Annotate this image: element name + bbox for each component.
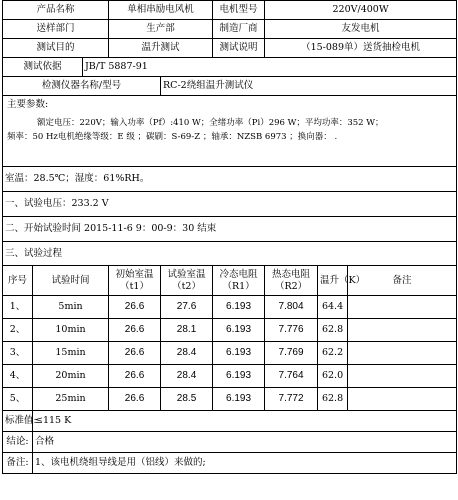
table-row xyxy=(3,296,457,319)
conclusion-label: 结论: xyxy=(3,432,33,453)
params-row xyxy=(3,96,457,167)
cell-r2: 7.772 xyxy=(265,388,318,411)
cell-index: 1、 xyxy=(3,296,33,319)
section-voltage-row xyxy=(3,192,457,217)
product-name-label: 产品名称 xyxy=(3,1,109,20)
conclusion-value: 合格 xyxy=(33,432,457,453)
remark-row xyxy=(3,453,457,474)
cell-t1: 26.6 xyxy=(109,342,161,365)
ambient-text: 室温：28.5℃；湿度：61%RH。 xyxy=(3,167,457,192)
cell-r2: 7.764 xyxy=(265,365,318,388)
instrument-value: RC-2绕组温升测试仪 xyxy=(161,77,457,96)
table-row xyxy=(3,342,457,365)
cell-time: 5min xyxy=(33,296,109,319)
col-header-t2: 试验室温 （t2） xyxy=(161,266,213,296)
test-desc-label: 测试说明 xyxy=(213,39,265,58)
test-desc-value: （15-089单）送货抽检电机 xyxy=(265,39,457,58)
cell-t1: 26.6 xyxy=(109,319,161,342)
test-basis-value: JB/T 5887-91 xyxy=(83,58,457,77)
test-process-title: 三、试验过程 xyxy=(3,242,457,266)
cell-index: 2、 xyxy=(3,319,33,342)
cell-t2: 28.5 xyxy=(161,388,213,411)
col-header-r1: 冷态电阻 （R1） xyxy=(213,266,265,296)
col-header-remark: 备注 xyxy=(348,266,457,296)
cell-t1: 26.6 xyxy=(109,365,161,388)
table-row xyxy=(3,365,457,388)
cell-r2: 7.804 xyxy=(265,296,318,319)
cell-temp-rise: 62.0 xyxy=(318,365,348,388)
cell-r1: 6.193 xyxy=(213,388,265,411)
ambient-row xyxy=(3,167,457,192)
section-process-row xyxy=(3,242,457,266)
header-row-instrument xyxy=(3,77,457,96)
col-header-r2: 热态电阻 （R2） xyxy=(265,266,318,296)
col-header-time: 试验时间 xyxy=(33,266,109,296)
sending-dept-label: 送样部门 xyxy=(3,20,109,39)
instrument-label: 检测仪器名称/型号 xyxy=(3,77,161,96)
cell-remark xyxy=(348,296,457,319)
cell-temp-rise: 62.8 xyxy=(318,388,348,411)
cell-temp-rise: 62.8 xyxy=(318,319,348,342)
cell-time: 10min xyxy=(33,319,109,342)
cell-r1: 6.193 xyxy=(213,342,265,365)
col-header-temp-rise: 温升（K） xyxy=(318,266,348,296)
remark-value: 1、该电机绕组导线是用（铝线）来做的; xyxy=(33,453,457,474)
product-name-value: 单相串励电风机 xyxy=(109,1,213,20)
test-voltage: 一、试验电压：233.2 V xyxy=(3,192,457,217)
cell-r1: 6.193 xyxy=(213,319,265,342)
cell-index: 5、 xyxy=(3,388,33,411)
test-purpose-value: 温升测试 xyxy=(109,39,213,58)
cell-time: 20min xyxy=(33,365,109,388)
test-start-time: 二、开始试验时间 2015-11-6 9：00-9：30 结束 xyxy=(3,217,457,242)
cell-t2: 28.1 xyxy=(161,319,213,342)
cell-remark xyxy=(348,365,457,388)
test-basis-label: 测试依据 xyxy=(3,58,83,77)
cell-t2: 28.4 xyxy=(161,342,213,365)
cell-temp-rise: 64.4 xyxy=(318,296,348,319)
cell-index: 3、 xyxy=(3,342,33,365)
manufacturer-value: 友发电机 xyxy=(265,20,457,39)
cell-remark xyxy=(348,342,457,365)
standard-value: ≤115 K xyxy=(33,411,457,432)
cell-r2: 7.776 xyxy=(265,319,318,342)
standard-label: 标准值: xyxy=(3,411,33,432)
cell-t2: 27.6 xyxy=(161,296,213,319)
standard-row xyxy=(3,411,457,432)
table-row xyxy=(3,319,457,342)
manufacturer-label: 制造厂商 xyxy=(213,20,265,39)
header-row-product xyxy=(3,1,457,20)
params-line-1: 额定电压：220V；输入功率（Pf）:410 W；全绪功率（Pi）296 W；平均功率：352 W； xyxy=(37,118,384,129)
cell-remark xyxy=(348,319,457,342)
cell-r1: 6.193 xyxy=(213,296,265,319)
table-row xyxy=(3,388,457,411)
header-row-basis xyxy=(3,58,457,77)
cell-t1: 26.6 xyxy=(109,388,161,411)
col-header-t1: 初始室温 （t1） xyxy=(109,266,161,296)
cell-r2: 7.769 xyxy=(265,342,318,365)
data-header-row xyxy=(3,266,457,296)
cell-temp-rise: 62.2 xyxy=(318,342,348,365)
cell-remark xyxy=(348,388,457,411)
cell-index: 4、 xyxy=(3,365,33,388)
cell-r1: 6.193 xyxy=(213,365,265,388)
remark-label: 备注: xyxy=(3,453,33,474)
params-title: 主要参数: xyxy=(7,99,49,110)
motor-model-value: 220V/400W xyxy=(265,1,457,20)
params-line-2: 频率：50 Hz电机绝缘等级：E 级 ；碳刷：S-69-Z ；轴承：NZSB 6973 ；换向器： . xyxy=(7,131,338,142)
cell-t2: 28.4 xyxy=(161,365,213,388)
test-purpose-label: 测试目的 xyxy=(3,39,109,58)
header-row-purpose xyxy=(3,39,457,58)
col-header-index: 序号 xyxy=(3,266,33,296)
params-cell xyxy=(3,96,457,167)
header-row-dept xyxy=(3,20,457,39)
cell-t1: 26.6 xyxy=(109,296,161,319)
sending-dept-value: 生产部 xyxy=(109,20,213,39)
motor-model-label: 电机型号 xyxy=(213,1,265,20)
section-time-row xyxy=(3,217,457,242)
report-table xyxy=(2,0,457,474)
cell-time: 25min xyxy=(33,388,109,411)
conclusion-row xyxy=(3,432,457,453)
cell-time: 15min xyxy=(33,342,109,365)
